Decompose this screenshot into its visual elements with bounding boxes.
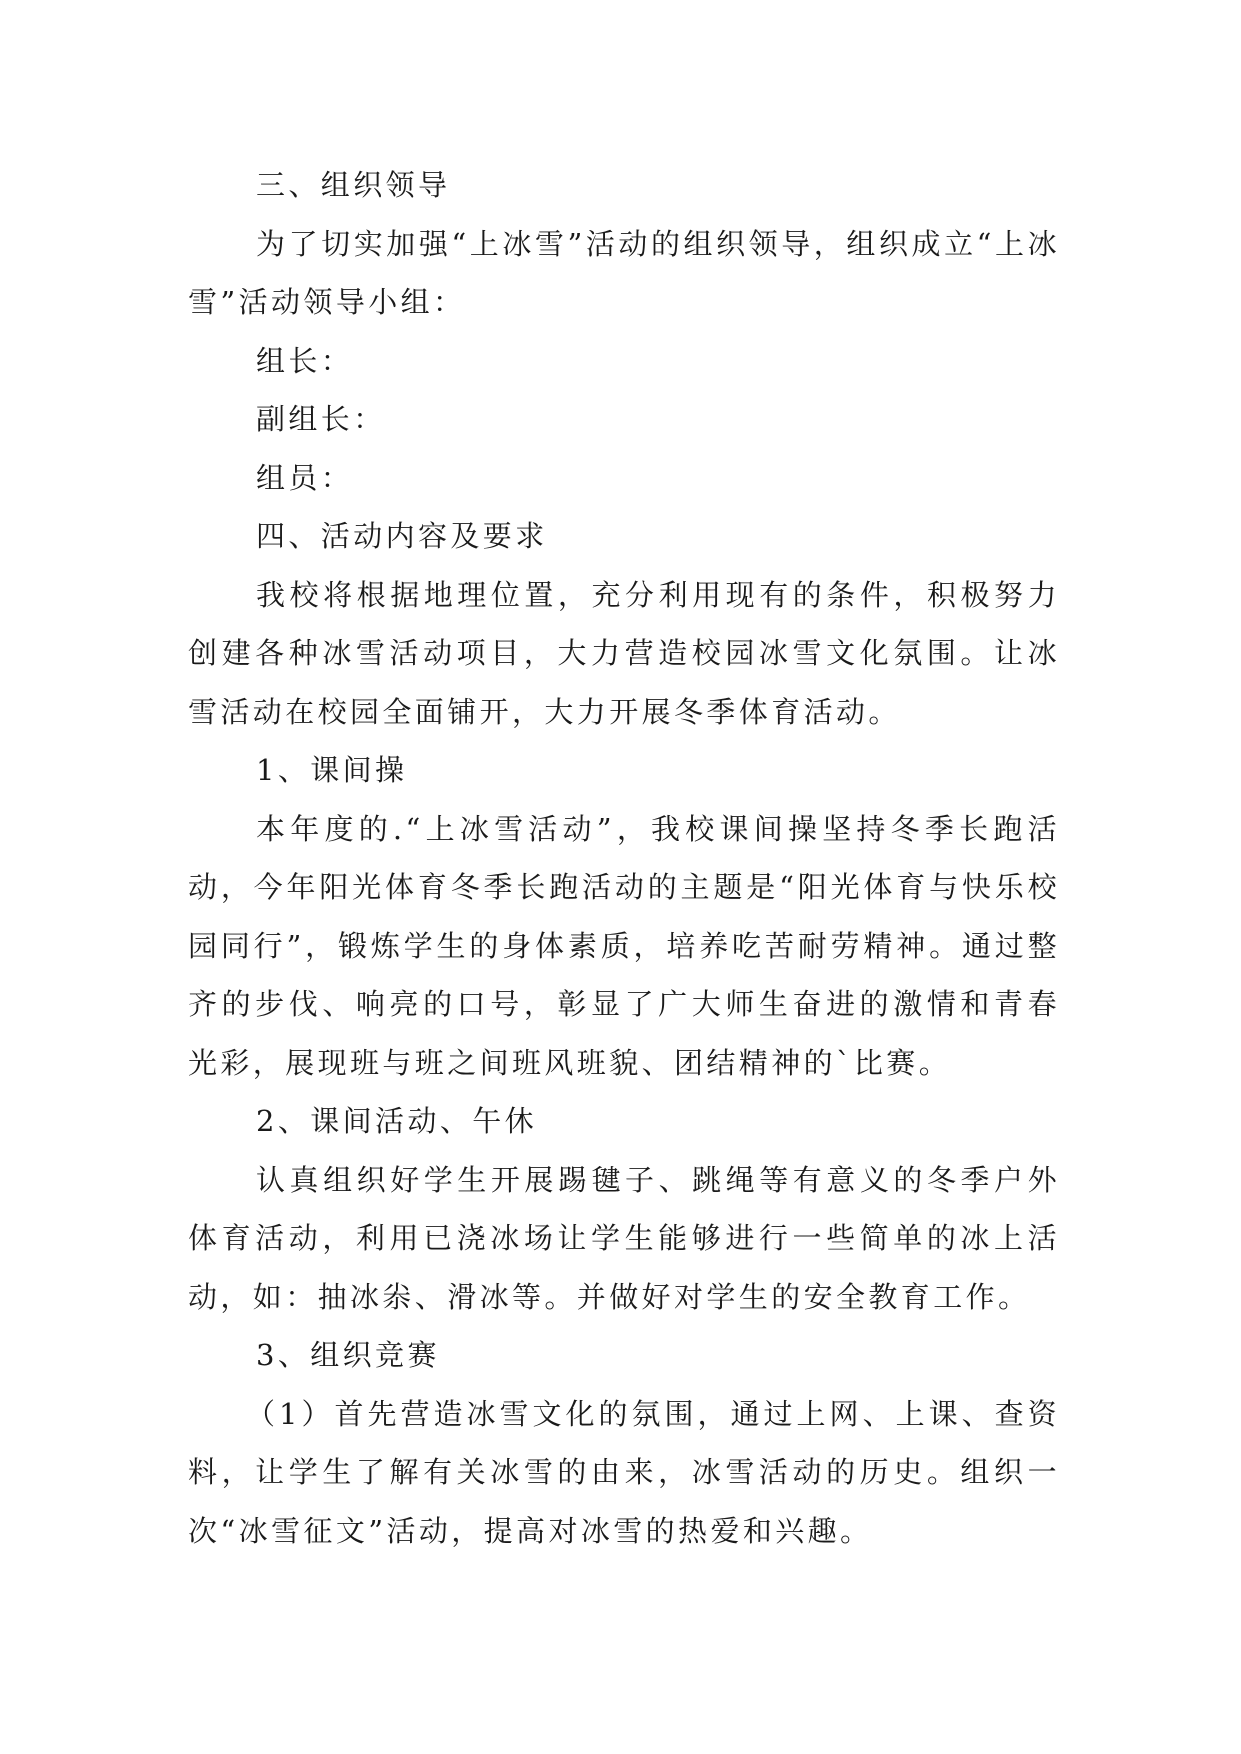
paragraph-exercise: 本年度的.“上冰雪活动”，我校课间操坚持冬季长跑活动，今年阳光体育冬季长跑活动的主题是“阳光体育与快乐校园同行”，锻炼学生的身体素质，培养吃苦耐劳精神。通过整齐的步伐、响亮的口号，彰显了广大师生奋进的激情和青春光彩，展现班与班之间班风班貌、团结精神的`比赛。 <box>188 811 1060 1080</box>
deputy-leader-line: 副组长： <box>256 402 386 436</box>
subheading-break-activities: 2、课间活动、午休 <box>256 1104 538 1138</box>
section-heading-organization: 三、组织领导 <box>256 168 451 202</box>
paragraph-competition-item-1: （1）首先营造冰雪文化的氛围，通过上网、上课、查资料，让学生了解有关冰雪的由来，冰雪活动的历史。组织一次“冰雪征文”活动，提高对冰雪的热爱和兴趣。 <box>188 1396 1060 1548</box>
document-body <box>188 156 1060 1560</box>
paragraph-break-activities: 认真组织好学生开展踢毽子、跳绳等有意义的冬季户外体育活动，利用已浇冰场让学生能够进行一些简单的冰上活动，如：抽冰尜、滑冰等。并做好对学生的安全教育工作。 <box>188 1162 1060 1314</box>
leader-line: 组长： <box>256 343 354 378</box>
subheading-competition: 3、组织竞赛 <box>256 1338 440 1372</box>
paragraph-activities-intro: 我校将根据地理位置，充分利用现有的条件，积极努力创建各种冰雪活动项目，大力营造校园冰雪文化氛围。让冰雪活动在校园全面铺开，大力开展冬季体育活动。 <box>188 577 1060 729</box>
section-heading-activities: 四、活动内容及要求 <box>256 519 548 553</box>
subheading-exercise: 1、课间操 <box>256 753 408 787</box>
paragraph-organization-intro: 为了切实加强“上冰雪”活动的组织领导，组织成立“上冰雪”活动领导小组： <box>188 226 1060 319</box>
members-line: 组员： <box>256 460 354 495</box>
